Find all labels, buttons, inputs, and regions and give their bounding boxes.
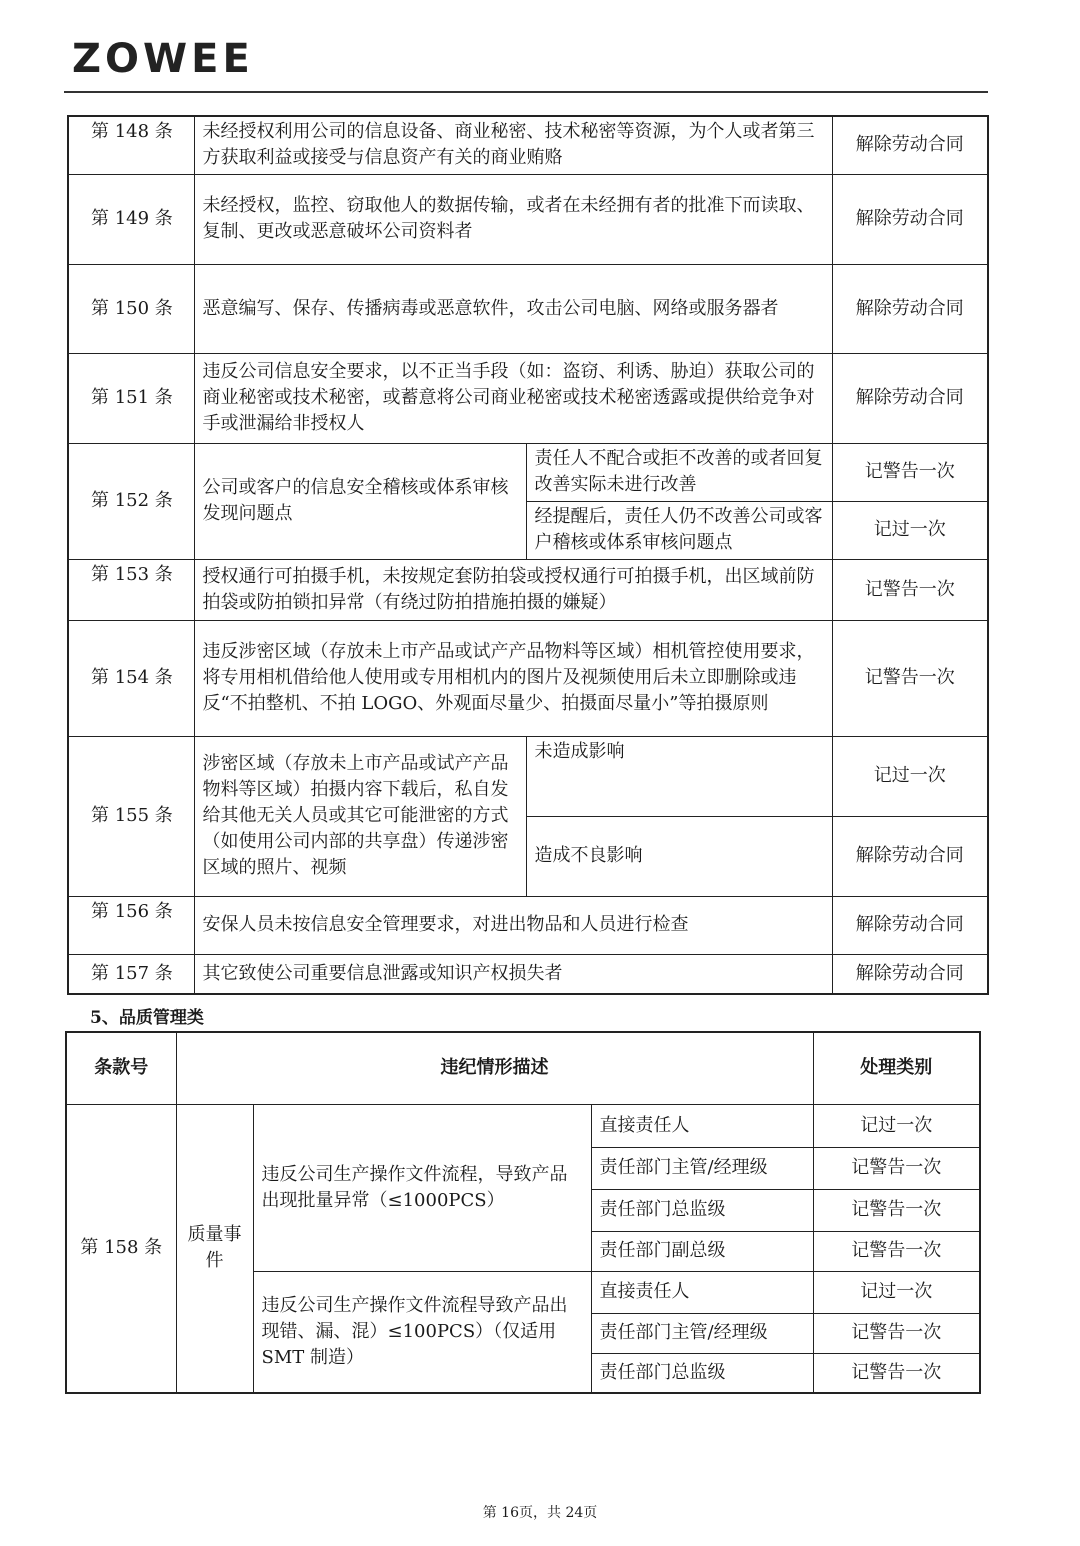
table-row bbox=[68, 116, 988, 174]
responsible-role: 直接责任人 bbox=[591, 1271, 813, 1313]
clause-number: 第 151 条 bbox=[68, 353, 194, 443]
section-heading: 5、品质管理类 bbox=[90, 1008, 204, 1028]
violation-description: 违反公司信息安全要求，以不正当手段（如：盗窃、利诱、胁迫）获取公司的商业秘密或技术秘密，或蓄意将公司商业秘密或技术秘密透露或提供给竞争对手或泄漏给非授权人 bbox=[194, 353, 832, 443]
penalty-type: 记警告一次 bbox=[813, 1189, 980, 1231]
responsible-role: 责任部门总监级 bbox=[591, 1189, 813, 1231]
penalty-type: 解除劳动合同 bbox=[832, 816, 988, 896]
penalty-type: 解除劳动合同 bbox=[832, 954, 988, 994]
penalty-type: 解除劳动合同 bbox=[832, 896, 988, 954]
quality-penalty-table bbox=[65, 1031, 981, 1394]
penalty-type: 解除劳动合同 bbox=[832, 264, 988, 353]
table-header-row bbox=[66, 1032, 980, 1104]
penalty-type: 记警告一次 bbox=[832, 559, 988, 620]
violation-condition: 未造成影响 bbox=[526, 736, 832, 816]
table-row bbox=[68, 954, 988, 994]
responsible-role: 责任部门主管/经理级 bbox=[591, 1313, 813, 1353]
table-row bbox=[68, 174, 988, 264]
responsible-role: 责任部门总监级 bbox=[591, 1353, 813, 1393]
clause-number: 第 150 条 bbox=[68, 264, 194, 353]
header-description: 违纪情形描述 bbox=[176, 1032, 813, 1104]
clause-number: 第 148 条 bbox=[68, 116, 194, 174]
violation-description: 未经授权，监控、窃取他人的数据传输，或者在未经拥有者的批准下而读取、复制、更改或恶意破坏公司资料者 bbox=[194, 174, 832, 264]
responsible-role: 直接责任人 bbox=[591, 1104, 813, 1147]
violation-description: 违反公司生产操作文件流程导致产品出现错、漏、混）≤100PCS）（仅适用 SMT 制造） bbox=[253, 1271, 591, 1393]
header-penalty: 处理类别 bbox=[813, 1032, 980, 1104]
clause-number: 第 153 条 bbox=[68, 559, 194, 620]
violation-condition: 经提醒后，责任人仍不改善公司或客户稽核或体系审核问题点 bbox=[526, 501, 832, 559]
header-clause: 条款号 bbox=[66, 1032, 176, 1104]
penalty-type: 记警告一次 bbox=[813, 1231, 980, 1271]
penalty-type: 解除劳动合同 bbox=[832, 116, 988, 174]
violation-description: 未经授权利用公司的信息设备、商业秘密、技术秘密等资源，为个人或者第三方获取利益或接受与信息资产有关的商业贿赂 bbox=[194, 116, 832, 174]
table-row bbox=[68, 620, 988, 736]
violation-description: 公司或客户的信息安全稽核或体系审核发现问题点 bbox=[194, 443, 526, 559]
zowee-logo: ZOWEE bbox=[72, 36, 254, 82]
table-row bbox=[68, 264, 988, 353]
clause-number: 第 158 条 bbox=[66, 1104, 176, 1393]
violation-description: 其它致使公司重要信息泄露或知识产权损失者 bbox=[194, 954, 832, 994]
penalty-type: 记过一次 bbox=[813, 1104, 980, 1147]
penalty-type: 记警告一次 bbox=[813, 1147, 980, 1189]
clause-number: 第 155 条 bbox=[68, 736, 194, 896]
penalty-type: 记过一次 bbox=[832, 736, 988, 816]
penalty-type: 记警告一次 bbox=[832, 443, 988, 501]
clause-number: 第 149 条 bbox=[68, 174, 194, 264]
clause-number: 第 156 条 bbox=[68, 896, 194, 954]
violation-description: 授权通行可拍摄手机，未按规定套防拍袋或授权通行可拍摄手机，出区域前防拍袋或防拍锁扣异常（有绕过防拍措施拍摄的嫌疑） bbox=[194, 559, 832, 620]
table-row bbox=[66, 1104, 980, 1147]
responsible-role: 责任部门副总级 bbox=[591, 1231, 813, 1271]
penalty-type: 记过一次 bbox=[813, 1271, 980, 1313]
penalty-type: 记过一次 bbox=[832, 501, 988, 559]
penalty-type: 解除劳动合同 bbox=[832, 353, 988, 443]
penalty-type: 记警告一次 bbox=[813, 1313, 980, 1353]
violation-description: 涉密区域（存放未上市产品或试产产品物料等区域）拍摄内容下载后，私自发给其他无关人员或其它可能泄密的方式（如使用公司内部的共享盘）传递涉密区域的照片、视频 bbox=[194, 736, 526, 896]
table-row bbox=[68, 736, 988, 816]
table-row bbox=[68, 896, 988, 954]
infosec-penalty-table bbox=[67, 115, 989, 995]
header-rule bbox=[64, 91, 988, 93]
violation-description: 安保人员未按信息安全管理要求，对进出物品和人员进行检查 bbox=[194, 896, 832, 954]
category-label: 质量事件 bbox=[176, 1104, 253, 1393]
violation-description: 恶意编写、保存、传播病毒或恶意软件，攻击公司电脑、网络或服务器者 bbox=[194, 264, 832, 353]
penalty-type: 记警告一次 bbox=[813, 1353, 980, 1393]
clause-number: 第 157 条 bbox=[68, 954, 194, 994]
violation-description: 违反涉密区域（存放未上市产品或试产产品物料等区域）相机管控使用要求，将专用相机借给他人使用或专用相机内的图片及视频使用后未立即删除或违反“不拍整机、不拍 LOGO、外观面尽量少、拍摄面尽量小”等拍摄原则 bbox=[194, 620, 832, 736]
clause-number: 第 154 条 bbox=[68, 620, 194, 736]
table-row bbox=[68, 353, 988, 443]
table-row bbox=[68, 559, 988, 620]
page-number: 第 16页，共 24页 bbox=[482, 1505, 598, 1521]
violation-description: 违反公司生产操作文件流程，导致产品出现批量异常（≤1000PCS） bbox=[253, 1104, 591, 1271]
table-row bbox=[68, 443, 988, 501]
responsible-role: 责任部门主管/经理级 bbox=[591, 1147, 813, 1189]
violation-condition: 造成不良影响 bbox=[526, 816, 832, 896]
clause-number: 第 152 条 bbox=[68, 443, 194, 559]
penalty-type: 记警告一次 bbox=[832, 620, 988, 736]
penalty-type: 解除劳动合同 bbox=[832, 174, 988, 264]
violation-condition: 责任人不配合或拒不改善的或者回复改善实际未进行改善 bbox=[526, 443, 832, 501]
